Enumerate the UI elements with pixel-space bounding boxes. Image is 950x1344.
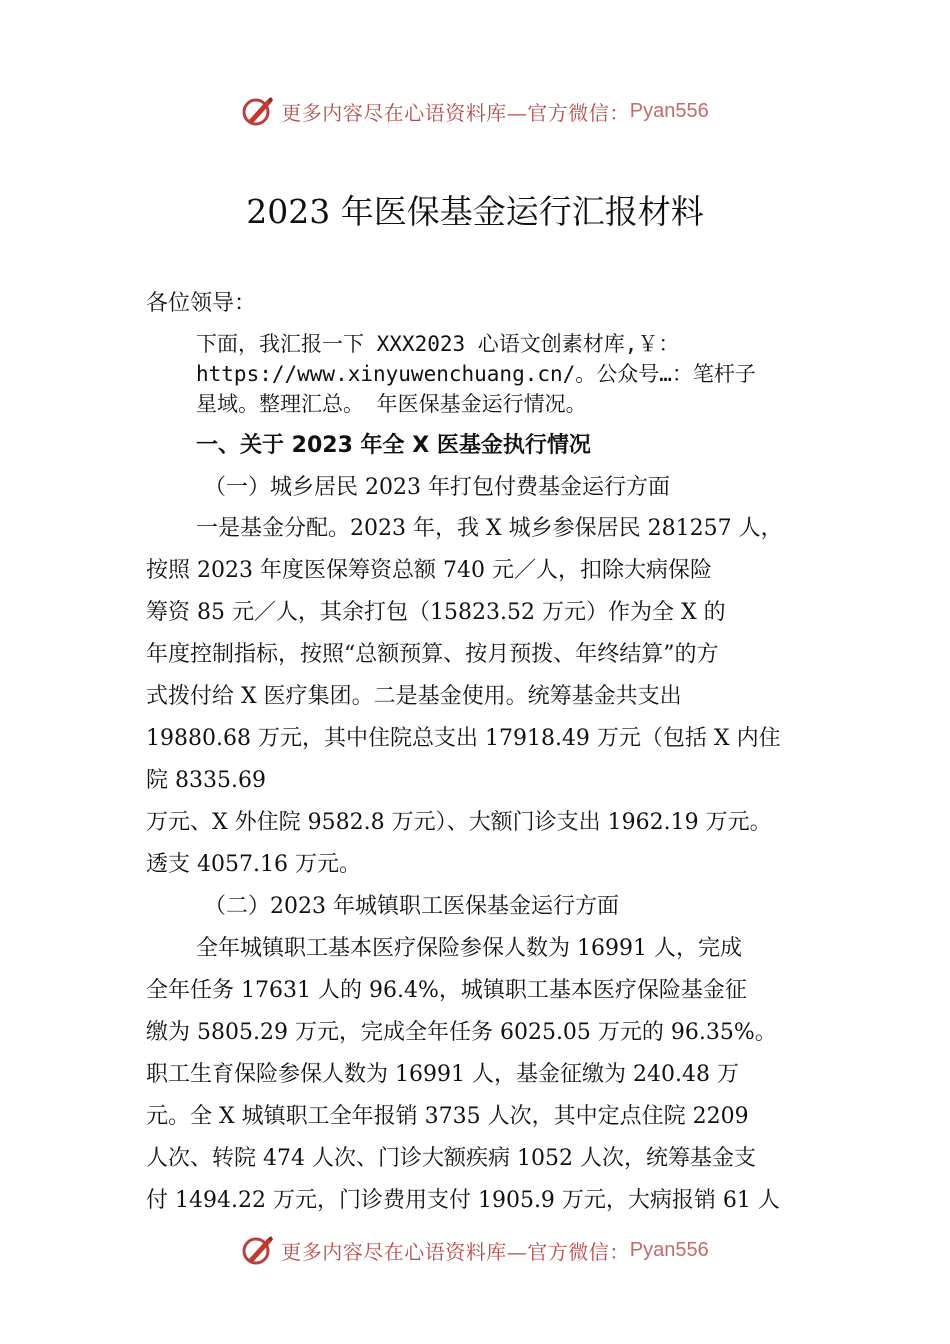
paragraph-line: 19880.68 万元，其中住院总支出 17918.49 万元（包括 X 内住 [146, 726, 781, 751]
subsection-heading: （二）2023 年城镇职工医保基金运行方面 [204, 894, 619, 919]
pen-logo-icon [241, 1233, 275, 1267]
banner-handle: Pyan556 [629, 1238, 709, 1261]
paragraph-line: 全年任务 17631 人的 96.4%，城镇职工基本医疗保险基金征 [146, 978, 747, 1003]
paragraph-line: 职工生育保险参保人数为 16991 人，基金征缴为 240.48 万 [146, 1062, 739, 1087]
paragraph-line: 人次、转院 474 人次、门诊大额疾病 1052 人次，统筹基金支 [146, 1146, 756, 1171]
banner-text: 更多内容尽在心语资料库—官方微信： [281, 100, 630, 125]
paragraph-line: 年度控制指标，按照“总额预算、按月预拨、年终结算”的方 [146, 642, 719, 667]
header-banner [0, 94, 950, 128]
intro-line: 下面，我汇报一下 XXX2023 心语文创素材库,￥： [196, 332, 680, 356]
intro-line: https://www.xinyuwenchuang.cn/。公众号…：笔杆子 [196, 362, 756, 386]
pen-logo-icon [241, 94, 275, 128]
paragraph-line: 万元、X 外住院 9582.8 万元）、大额门诊支出 1962.19 万元。 [146, 810, 772, 835]
salutation: 各位领导： [146, 291, 257, 316]
banner-text: 更多内容尽在心语资料库—官方微信： [281, 1239, 630, 1264]
paragraph-line: 按照 2023 年度医保筹资总额 740 元／人，扣除大病保险 [146, 558, 712, 583]
paragraph-line: 筹资 85 元／人，其余打包（15823.52 万元）作为全 X 的 [146, 600, 726, 625]
paragraph-line: 一是基金分配。2023 年，我 X 城乡参保居民 281257 人， [196, 516, 783, 541]
paragraph-line: 缴为 5805.29 万元，完成全年任务 6025.05 万元的 96.35%。 [146, 1020, 777, 1045]
paragraph-line: 透支 4057.16 万元。 [146, 852, 361, 877]
intro-line: 星域。整理汇总。 年医保基金运行情况。 [196, 392, 587, 416]
subsection-heading: （一）城乡居民 2023 年打包付费基金运行方面 [204, 475, 670, 500]
paragraph-line: 元。全 X 城镇职工全年报销 3735 人次，其中定点住院 2209 [146, 1104, 749, 1129]
document-title: 2023 年医保基金运行汇报材料 [246, 192, 704, 231]
section-heading: 一、关于 2023 年全 X 医基金执行情况 [196, 433, 591, 458]
paragraph-line: 付 1494.22 万元，门诊费用支付 1905.9 万元，大病报销 61 人 [146, 1188, 780, 1213]
paragraph-line: 式拨付给 X 医疗集团。二是基金使用。统筹基金共支出 [146, 684, 682, 709]
paragraph-line: 院 8335.69 [146, 768, 266, 793]
banner-handle: Pyan556 [629, 99, 709, 122]
footer-banner [0, 1233, 950, 1267]
paragraph-line: 全年城镇职工基本医疗保险参保人数为 16991 人，完成 [196, 936, 742, 961]
